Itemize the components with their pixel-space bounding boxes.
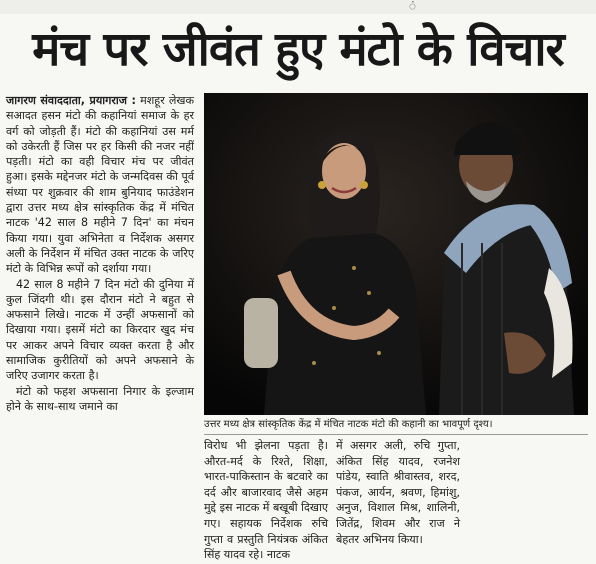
bottom-paragraph-1: विरोध भी झेलना पड़ता है। औरत-मर्द के रिश्ते, शिक्षा, भारत-पाकिस्तान के बटवारे का दर्द और बाजारवाद जैसे अहम मुद्दे इस नाटक में बखूबी दिखाए गए। सहायक निर्देशक रुचि गुप्ता व प्रस्तुति नियंत्रक अंकित सिंह यादव रहे। नाटक (204, 439, 328, 562)
paragraph-1: मशहूर लेखक सआदत हसन मंटो की कहानियां समाज के हर वर्ग को जोड़ती हैं। मंटो की कहानियां उस मर्म को उकेरती हैं जिस पर हर किसी की नजर नहीं पड़ती। मंटो का वही विचार मंच पर जीवंत हुआ। इसके मद्देनजर मंटो के जन्मदिवस की पूर्व संध्या पर शुक्रवार की शाम बुनियाद फाउंडेशन द्वारा उत्तर मध्य क्षेत्र सांस्कृतिक केंद्र में मंचित नाटक '42 साल 8 महीने 7 दिन' का मंचन किया गया। युवा अभिनेता व निर्देशक असगर अली के निर्देशन में मंचित उक्त नाटक के जरिए मंटो के विभिन्न रूपों को दर्शाया गया। (6, 94, 195, 276)
paragraph-2: 42 साल 8 महीने 7 दिन मंटो की दुनिया में कुल जिंदगी थी। इस दौरान मंटो ने बहुत से अफसाने लिखे। नाटक में उन्हीं अफसानों को दिखाया गया। इसमें मंटो का किरदार खुद मंच पर आकर अपने विचार व्यक्त करता है और सामाजिक कुरीतियों को अपने अफसाने के जरिए उजागर करता है। (6, 277, 194, 383)
caption-divider (204, 434, 588, 435)
previous-article-strip (0, 0, 596, 14)
bottom-column-2 (336, 438, 460, 563)
dateline: जागरण संवाददाता, प्रयागराज : (6, 94, 136, 107)
photo-caption: उत्तर मध्य क्षेत्र सांस्कृतिक केंद्र में मंचित नाटक मंटो की कहानी का भावपूर्ण दृश्य। (204, 419, 493, 430)
bottom-text-columns (204, 438, 592, 563)
left-text-column (6, 93, 194, 414)
bottom-column-1 (204, 438, 328, 563)
paragraph-3: मंटो को फहश अफसाना निगार के इल्जाम होने के साथ-साथ जमाने का (6, 384, 194, 413)
bottom-paragraph-2: में असगर अली, रुचि गुप्ता, अंकित सिंह यादव, रजनेश पांडेय, स्वाति श्रीवास्तव, शरद, पंकज, आर्यन, श्रवण, हिमांशु, अनुज, विशाल मिश्र, शालिनी, जितेंद्र, शिवम और राज ने बेहतर अभिनय किया। (336, 439, 460, 546)
stage-scene-illustration (204, 93, 588, 415)
previous-article-fragment: ं (408, 0, 416, 13)
headline: मंच पर जीवंत हुए मंटो के विचार (32, 22, 564, 77)
article-photo (204, 93, 588, 415)
lead-paragraph (6, 93, 194, 277)
